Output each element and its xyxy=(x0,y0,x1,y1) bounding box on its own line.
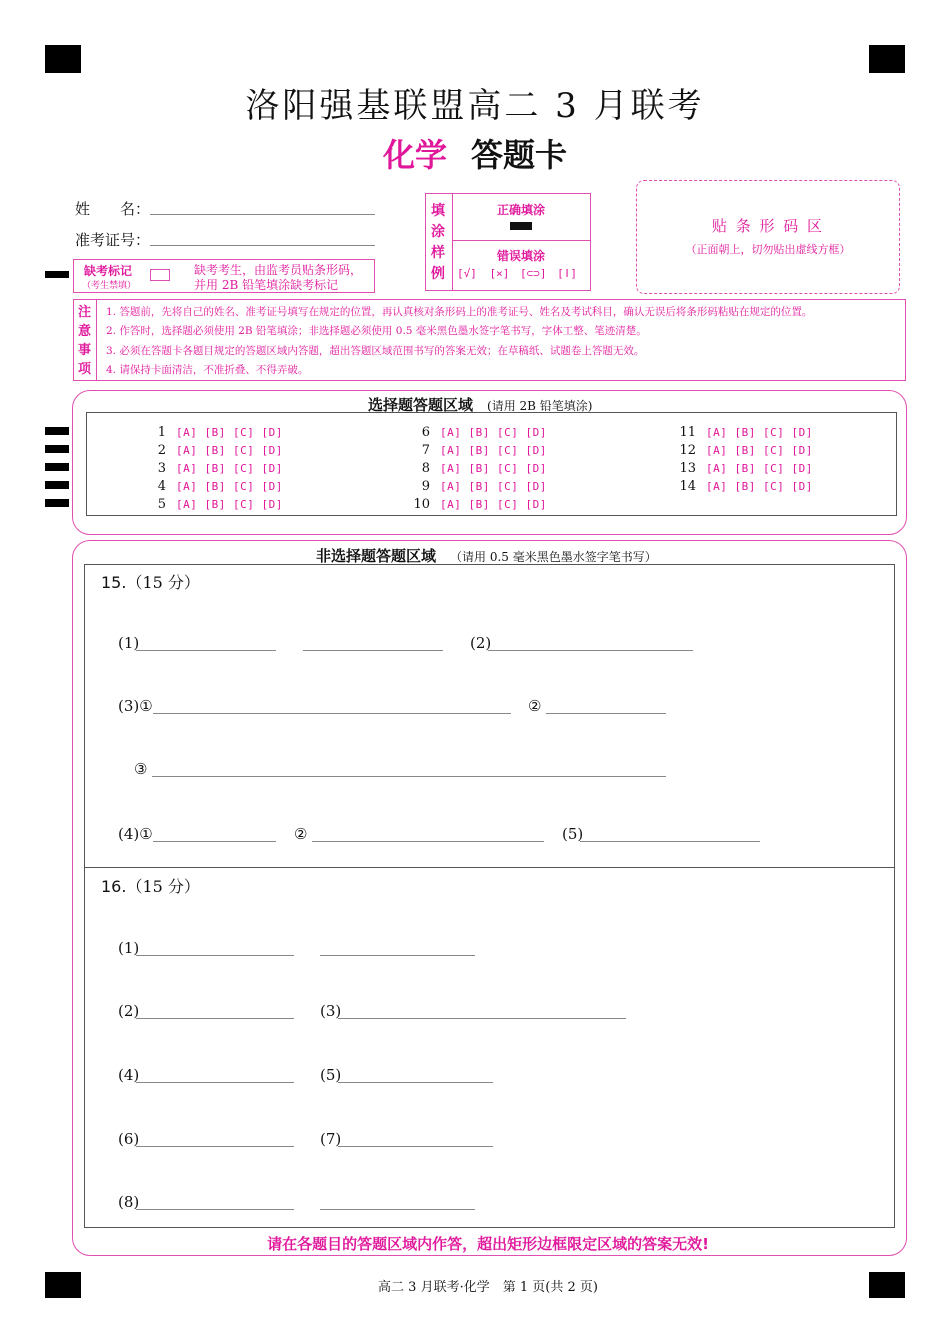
q15-answer-line[interactable] xyxy=(303,650,443,651)
timing-mark xyxy=(45,445,69,453)
notice-item-3: 3. 必须在答题卡各题目规定的答题区域内答题，超出答题区域范围书写的答案无效；在草稿纸、试题卷上答题无效。 xyxy=(106,345,645,357)
wrong-example-cross: [×] xyxy=(489,267,510,280)
mc-question-row[interactable]: 14 [A] [B] [C] [D] xyxy=(679,479,813,494)
mc-question-row[interactable]: 4 [A] [B] [C] [D] xyxy=(157,479,283,494)
barcode-title: 贴 条 形 码 区 xyxy=(711,217,825,235)
notice-item-1: 1. 答题前，先将自己的姓名、准考证号填写在规定的位置，再认真核对条形码上的准考证号、姓名及考试科目，确认无误后将条形码粘贴在规定的位置。 xyxy=(106,306,813,318)
q16-answer-line[interactable] xyxy=(136,1018,294,1019)
timing-mark xyxy=(45,463,69,471)
q15-part-label: (5) xyxy=(562,825,584,843)
absent-note-2: 并用 2B 铅笔填涂缺考标记 xyxy=(194,278,339,292)
q16-answer-line[interactable] xyxy=(136,1209,294,1210)
q16-part-label: (6) xyxy=(118,1130,140,1148)
q15-answer-line[interactable] xyxy=(152,776,666,777)
correct-fill-example xyxy=(510,222,532,230)
notice-item-2: 2. 作答时，选择题必须使用 2B 铅笔填涂；非选择题必须使用 0.5 毫米黑色墨水签字笔书写，字体工整、笔迹清楚。 xyxy=(106,325,647,337)
fill-sample-box xyxy=(425,193,591,291)
q15-title: 15.（15 分） xyxy=(101,573,200,592)
q15-answer-box xyxy=(84,564,895,868)
q15-part-label: ③ xyxy=(134,760,148,778)
absent-sub-label: （考生禁填） xyxy=(82,281,137,291)
mc-question-row[interactable]: 2 [A] [B] [C] [D] xyxy=(157,443,283,458)
q16-answer-line[interactable] xyxy=(338,1082,493,1083)
absent-note-1: 缺考考生，由监考员贴条形码， xyxy=(194,263,363,277)
q15-part-label: ② xyxy=(294,825,308,843)
wrong-example-check: [√] xyxy=(457,267,477,280)
alignment-mark-top-right xyxy=(869,45,905,73)
timing-mark xyxy=(45,427,69,435)
q15-answer-line[interactable] xyxy=(153,713,511,714)
timing-mark xyxy=(45,481,69,489)
wrong-example-oval: [⊂⊃] xyxy=(520,267,547,280)
answer-area-warning: 请在各题目的答题区域内作答，超出矩形边框限定区域的答案无效! xyxy=(267,1235,709,1253)
subject-label: 化学 xyxy=(382,136,447,174)
mc-question-row[interactable]: 5 [A] [B] [C] [D] xyxy=(157,497,283,512)
notice-divider xyxy=(96,299,97,380)
q15-part-label: ② xyxy=(528,697,542,715)
mc-question-row[interactable]: 3 [A] [B] [C] [D] xyxy=(157,461,283,476)
q16-answer-line[interactable] xyxy=(320,955,475,956)
q16-answer-line[interactable] xyxy=(338,1146,493,1147)
free-section-title: 非选择题答题区域 xyxy=(316,547,437,565)
card-name: 答题卡 xyxy=(471,136,568,174)
mc-question-row[interactable]: 6 [A] [B] [C] [D] xyxy=(421,425,547,440)
q16-part-label: (5) xyxy=(320,1066,342,1084)
wrong-fill-examples xyxy=(457,267,577,280)
q16-title: 16.（15 分） xyxy=(101,877,200,896)
fill-sample-divider xyxy=(452,240,590,241)
q16-part-label: (2) xyxy=(118,1002,140,1020)
q15-answer-line[interactable] xyxy=(488,650,693,651)
barcode-area[interactable] xyxy=(636,180,900,294)
q16-part-label: (8) xyxy=(118,1193,140,1211)
q15-answer-line[interactable] xyxy=(580,841,760,842)
q16-part-label: (3) xyxy=(320,1002,342,1020)
absent-mark-box xyxy=(73,259,375,293)
wrong-fill-label: 错误填涂 xyxy=(496,249,545,263)
q15-answer-line[interactable] xyxy=(153,841,276,842)
q15-part-label: (4)① xyxy=(118,825,153,843)
page-footer: 高二 3 月联考·化学 第 1 页(共 2 页) xyxy=(378,1280,598,1295)
absent-checkbox[interactable] xyxy=(150,269,170,281)
notice-side-label: 注 意 事 项 xyxy=(78,305,92,377)
barcode-note: （正面朝上，切勿贴出虚线方框） xyxy=(685,243,851,256)
q15-part-label: (1) xyxy=(118,634,140,652)
exam-id-label: 准考证号： xyxy=(75,231,151,249)
q15-answer-line[interactable] xyxy=(312,841,544,842)
q16-answer-line[interactable] xyxy=(136,1082,294,1083)
free-section-note: （请用 0.5 毫米黑色墨水签字笔书写） xyxy=(450,550,657,564)
q15-part-label: (2) xyxy=(470,634,492,652)
timing-mark xyxy=(45,271,69,278)
q15-answer-line[interactable] xyxy=(136,650,276,651)
q16-part-label: (7) xyxy=(320,1130,342,1148)
wrong-example-dot: [ǀ] xyxy=(557,267,577,280)
timing-mark xyxy=(45,499,69,507)
mc-section-note: (请用 2B 铅笔填涂) xyxy=(487,399,593,413)
mc-question-row[interactable]: 1 [A] [B] [C] [D] xyxy=(157,425,283,440)
mc-question-row[interactable]: 10 [A] [B] [C] [D] xyxy=(413,497,547,512)
q16-answer-line[interactable] xyxy=(338,1018,626,1019)
exam-id-field[interactable] xyxy=(150,245,375,246)
page-title: 洛阳强基联盟高二 3 月联考 xyxy=(245,86,705,126)
correct-fill-label: 正确填涂 xyxy=(496,203,545,217)
q16-answer-line[interactable] xyxy=(136,955,294,956)
q15-part-label: (3)① xyxy=(118,697,153,715)
mc-question-row[interactable]: 13 [A] [B] [C] [D] xyxy=(679,461,813,476)
name-field[interactable] xyxy=(150,214,375,215)
mc-section-title: 选择题答题区域 xyxy=(368,396,474,414)
mc-question-row[interactable]: 9 [A] [B] [C] [D] xyxy=(421,479,547,494)
mc-question-row[interactable]: 7 [A] [B] [C] [D] xyxy=(421,443,547,458)
mc-question-row[interactable]: 12 [A] [B] [C] [D] xyxy=(679,443,813,458)
page-subtitle xyxy=(0,130,950,176)
q15-answer-line[interactable] xyxy=(546,713,666,714)
name-label: 姓 名： xyxy=(75,200,151,218)
mc-question-row[interactable]: 8 [A] [B] [C] [D] xyxy=(421,461,547,476)
q16-answer-line[interactable] xyxy=(320,1209,475,1210)
q16-answer-box xyxy=(84,866,895,1228)
q16-part-label: (4) xyxy=(118,1066,140,1084)
absent-label: 缺考标记 xyxy=(84,264,133,278)
mc-question-row[interactable]: 11 [A] [B] [C] [D] xyxy=(679,425,813,440)
q16-answer-line[interactable] xyxy=(136,1146,294,1147)
q16-part-label: (1) xyxy=(118,939,140,957)
notice-item-4: 4. 请保持卡面清洁，不准折叠、不得弄破。 xyxy=(106,364,309,376)
alignment-mark-top-left xyxy=(45,45,81,73)
fill-sample-side-label: 填 涂 样 例 xyxy=(431,203,445,282)
free-section-header xyxy=(316,545,657,566)
